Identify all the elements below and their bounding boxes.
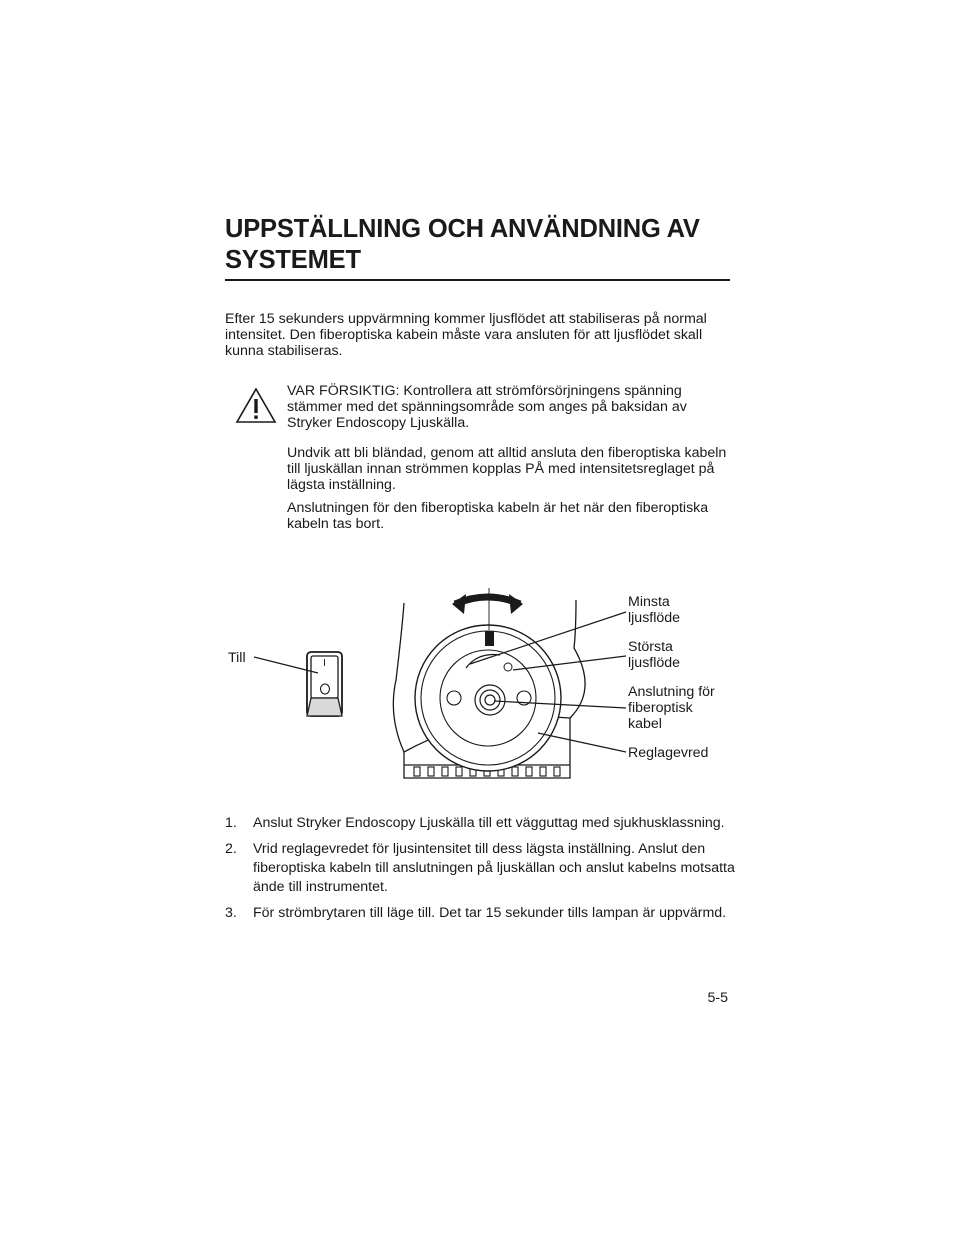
- step-number: 3.: [225, 905, 237, 921]
- label-minsta-ljusflode: Minsta ljusflöde: [628, 594, 681, 626]
- caution-glare-text: Undvik att bli bländad, genom att alltid ansluta den fiberoptiska kabeln till ljuskällan innan strömmen kopplas PÅ med intensitetsreglaget på lägsta inställning.: [287, 445, 727, 493]
- list-item: [225, 840, 735, 897]
- step-number: 2.: [225, 841, 237, 857]
- label-till: Till: [228, 650, 246, 666]
- label-anslutning: Anslutning för fiberoptisk kabel: [628, 684, 715, 732]
- list-item: [225, 904, 735, 923]
- intro-paragraph: Efter 15 sekunders uppvärmning kommer ljusflödet att stabiliseras på normal intensitet. Den fiberoptiska kabein måste vara ansluten för att ljusflödet skall kunna stabiliseras.: [225, 311, 707, 359]
- caution-text: VAR FÖRSIKTIG: Kontrollera att strömförsörjningens spänning stämmer med det spänningsområde som anges på baksidan av Stryker Endoscopy Ljuskälla.: [287, 383, 687, 431]
- power-switch-mark: I: [323, 658, 326, 669]
- page-number: 5-5: [707, 990, 728, 1006]
- setup-steps-list: [225, 814, 735, 930]
- list-item: [225, 814, 735, 833]
- title-divider: [225, 279, 730, 281]
- warning-triangle-icon: [235, 387, 277, 424]
- step-text: Anslut Stryker Endoscopy Ljuskälla till ett vägguttag med sjukhusklassning.: [253, 815, 725, 831]
- label-storsta-ljusflode: Största ljusflöde: [628, 639, 681, 671]
- step-text: För strömbrytaren till läge till. Det tar 15 sekunder tills lampan är uppvärmd.: [253, 905, 727, 921]
- step-number: 1.: [225, 815, 237, 831]
- step-text: Vrid reglagevredet för ljusintensitet till dess lägsta inställning. Anslut den fiberoptiska kabeln till anslutningen på ljuskällan och anslut kabelns motsatta ände till instrumentet.: [253, 841, 735, 895]
- label-reglagevred: Reglagevred: [628, 745, 709, 761]
- page-title: UPPSTÄLLNING OCH ANVÄNDNING AV SYSTEMET: [225, 215, 700, 274]
- caution-hot-text: Anslutningen för den fiberoptiska kabeln är het när den fiberoptiska kabeln tas bort.: [287, 500, 709, 532]
